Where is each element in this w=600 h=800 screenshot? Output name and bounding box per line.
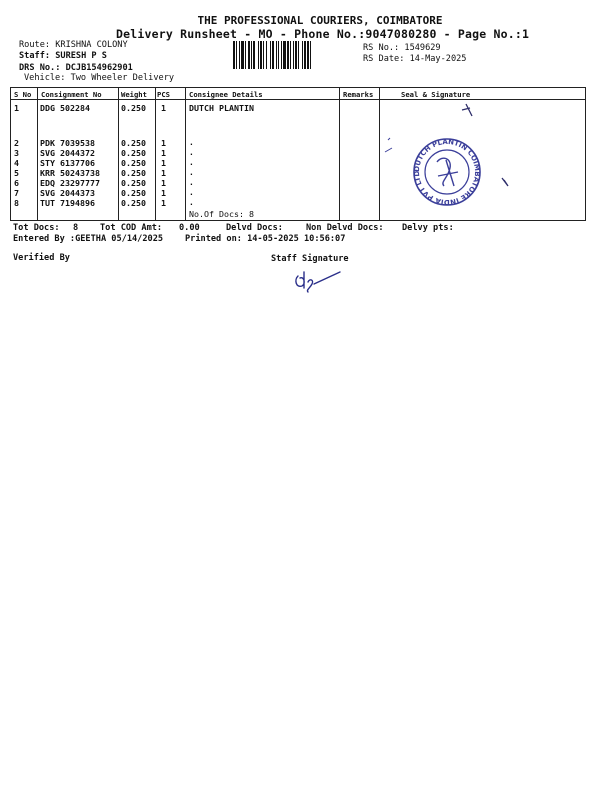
delvd-docs-label: Delvd Docs: <box>226 223 283 233</box>
header-seal-signature: Seal & Signature <box>401 90 471 99</box>
header-remarks: Remarks <box>343 90 374 99</box>
route-text: Route: KRISHNA COLONY <box>19 40 128 50</box>
company-seal-stamp <box>380 100 530 225</box>
tot-docs-label: Tot Docs: <box>13 223 60 233</box>
tot-cod-value: 0.00 <box>179 223 200 233</box>
staff-signature-mark <box>290 266 350 298</box>
runsheet-title: Delivery Runsheet - MO - Phone No.:9047080280 - Page No.:1 <box>116 27 530 41</box>
tot-docs-value: 8 <box>73 223 79 233</box>
barcode <box>233 41 355 69</box>
vehicle-text: Vehicle: Two Wheeler Delivery <box>24 73 175 83</box>
printed-on: Printed on: 14-05-2025 10:56:07 <box>185 234 346 244</box>
delvy-pts-label: Delvy pts: <box>402 223 454 233</box>
no-of-docs: No.Of Docs: 8 <box>189 209 254 219</box>
header-sno: S No <box>14 90 32 99</box>
staff-text: Staff: SURESH P S <box>19 51 107 61</box>
header-weight: Weight <box>121 90 147 99</box>
rs-date: RS Date: 14-May-2025 <box>363 54 467 64</box>
staff-signature-label: Staff Signature <box>271 254 349 264</box>
header-consignment: Consignment No <box>41 90 102 99</box>
tot-cod-label: Tot COD Amt: <box>100 223 163 233</box>
header-pcs: PCS <box>157 90 170 99</box>
svg-text:DUTCH PLANTIN COIMBATORE INDIA: DUTCH PLANTIN COIMBATORE INDIA PVT LTD <box>412 137 482 207</box>
consignment-table: S No Consignment No Weight PCS Consignee Details Remarks Seal & Signature 1 DDG 502284 0.250 1 DUTCH PLANTIN 2 PDK 7039538 0.250 1 . 3 SVG 2044372 0.250 1 . 4 STY 6137706 0.250 1 . 5 KRR 50243738 0.250 1 . 6 EDQ 23297777 0.250 1 . 7 SVG 2044373 0.250 1 . 8 TUT 7194896 0.250 1 . No.Of Docs: 8 <box>10 87 586 221</box>
header-consignee: Consignee Details <box>189 90 263 99</box>
drs-number: DRS No.: DCJB154962901 <box>19 63 133 73</box>
non-delvd-docs-label: Non Delvd Docs: <box>306 223 384 233</box>
entered-by: Entered By :GEETHA 05/14/2025 <box>13 234 164 244</box>
company-title: THE PROFESSIONAL COURIERS, COIMBATORE <box>197 14 443 27</box>
verified-by-label: Verified By <box>13 253 70 263</box>
rs-number: RS No.: 1549629 <box>363 43 441 53</box>
